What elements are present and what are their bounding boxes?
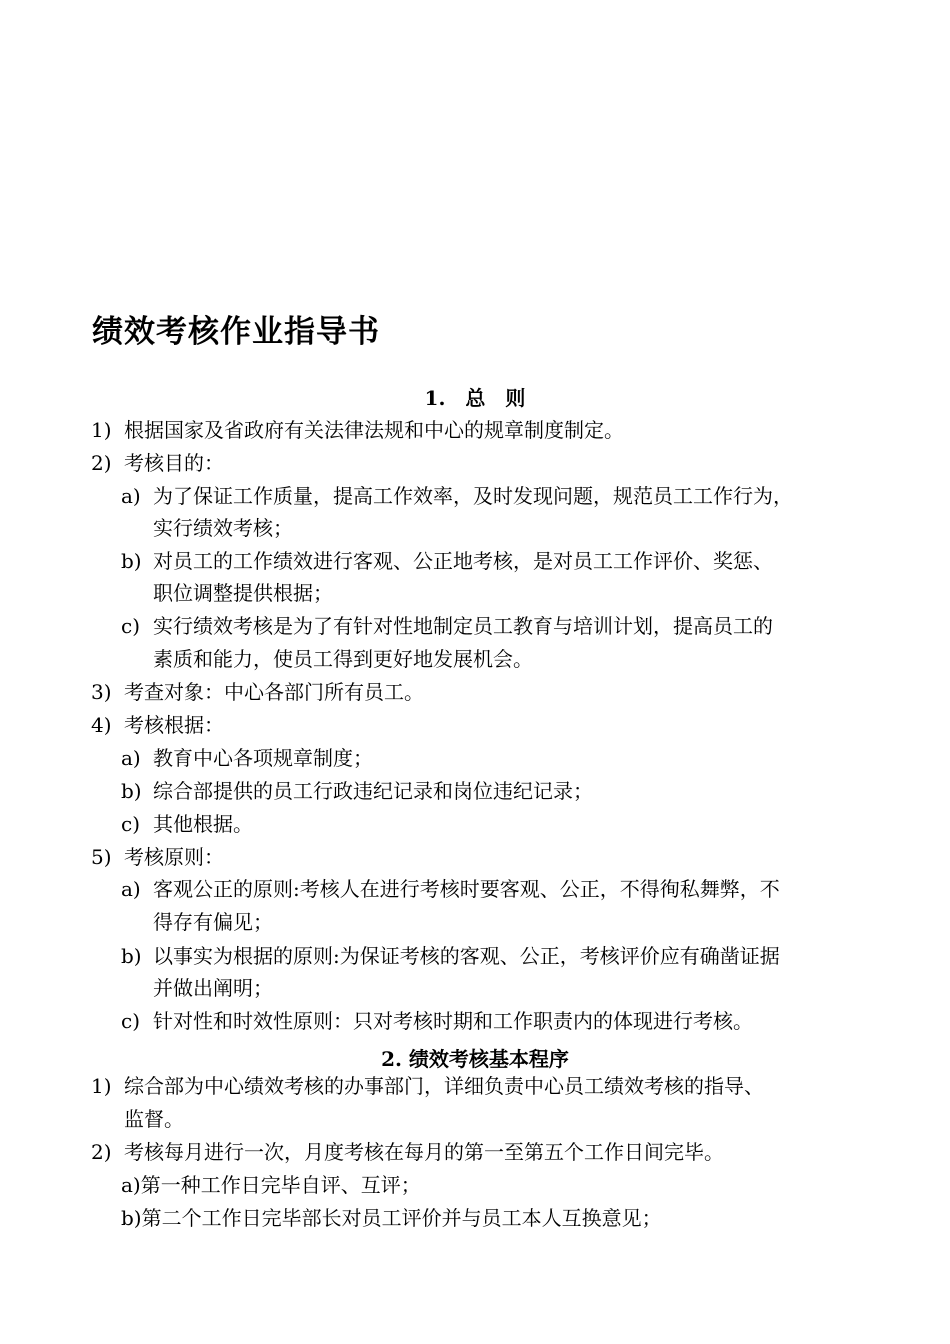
list-item-text: 实行绩效考核是为了有针对性地制定员工教育与培训计划，提高员工的	[153, 614, 773, 638]
list-item-text: 客观公正的原则:考核人在进行考核时要客观、公正，不得徇私舞弊，不	[153, 877, 780, 901]
document-title: 绩效考核作业指导书	[92, 314, 380, 350]
list-item	[91, 845, 224, 869]
list-item-text: 综合部为中心绩效考核的办事部门，详细负责中心员工绩效考核的指导、	[124, 1074, 764, 1098]
list-marker: 4)	[91, 713, 112, 737]
sub-list-item	[121, 877, 780, 901]
list-marker: a)	[121, 877, 141, 901]
sub-list-item	[121, 812, 253, 836]
list-item-continuation: 素质和能力，使员工得到更好地发展机会。	[153, 647, 533, 671]
sub-list-item	[121, 746, 373, 770]
sub-list-item	[121, 484, 793, 508]
list-item	[91, 418, 624, 442]
list-marker: 5)	[91, 845, 112, 869]
list-marker: a)	[121, 484, 141, 508]
list-marker: 3)	[91, 680, 112, 704]
sub-list-item	[121, 944, 780, 968]
list-marker: 1)	[91, 418, 112, 442]
section-1-heading: 1. 总 则	[424, 386, 526, 410]
list-marker: c)	[121, 812, 141, 836]
list-marker: 2)	[91, 451, 112, 475]
list-item-continuation: 监督。	[124, 1107, 184, 1131]
list-item-text: 考查对象：中心各部门所有员工。	[124, 680, 424, 704]
list-item-text: 针对性和时效性原则：只对考核时期和工作职责内的体现进行考核。	[153, 1009, 753, 1033]
list-item-text: 对员工的工作绩效进行客观、公正地考核，是对员工工作评价、奖惩、	[153, 549, 773, 573]
sub-list-item	[121, 614, 773, 638]
list-item-continuation: 实行绩效考核；	[153, 516, 293, 540]
list-marker: c)	[121, 614, 141, 638]
list-item	[91, 680, 424, 704]
list-marker: b)	[121, 549, 142, 573]
sub-list-item	[121, 779, 593, 803]
list-item-text: 考核目的：	[124, 451, 224, 475]
list-marker: c)	[121, 1009, 141, 1033]
list-marker: b)	[121, 944, 142, 968]
list-item-continuation: 并做出阐明；	[153, 976, 273, 1000]
list-item-text: 考核根据：	[124, 713, 224, 737]
sub-list-item: a)第一种工作日完毕自评、互评；	[121, 1173, 421, 1197]
list-item-text: 为了保证工作质量，提高工作效率，及时发现问题，规范员工工作行为，	[153, 484, 793, 508]
list-item-text: 教育中心各项规章制度；	[153, 746, 373, 770]
list-item-continuation: 得存有偏见；	[153, 910, 273, 934]
sub-list-item	[121, 1009, 753, 1033]
sub-list-item	[121, 549, 773, 573]
list-marker: b)	[121, 779, 142, 803]
list-item	[91, 713, 224, 737]
list-item	[91, 451, 224, 475]
list-marker: a)	[121, 746, 141, 770]
section-2-heading: 2. 绩效考核基本程序	[381, 1047, 569, 1071]
list-item-text: 根据国家及省政府有关法律法规和中心的规章制度制定。	[124, 418, 624, 442]
list-item-text: 考核原则：	[124, 845, 224, 869]
list-marker: 2)	[91, 1140, 112, 1164]
list-item	[91, 1074, 764, 1098]
list-marker: 1)	[91, 1074, 112, 1098]
sub-list-item: b)第二个工作日完毕部长对员工评价并与员工本人互换意见；	[121, 1206, 662, 1230]
list-item-text: 考核每月进行一次，月度考核在每月的第一至第五个工作日间完毕。	[124, 1140, 724, 1164]
list-item-text: 综合部提供的员工行政违纪记录和岗位违纪记录；	[153, 779, 593, 803]
list-item	[91, 1140, 724, 1164]
list-item-continuation: 职位调整提供根据；	[153, 581, 333, 605]
list-item-text: 其他根据。	[153, 812, 253, 836]
list-item-text: 以事实为根据的原则:为保证考核的客观、公正，考核评价应有确凿证据	[153, 944, 780, 968]
